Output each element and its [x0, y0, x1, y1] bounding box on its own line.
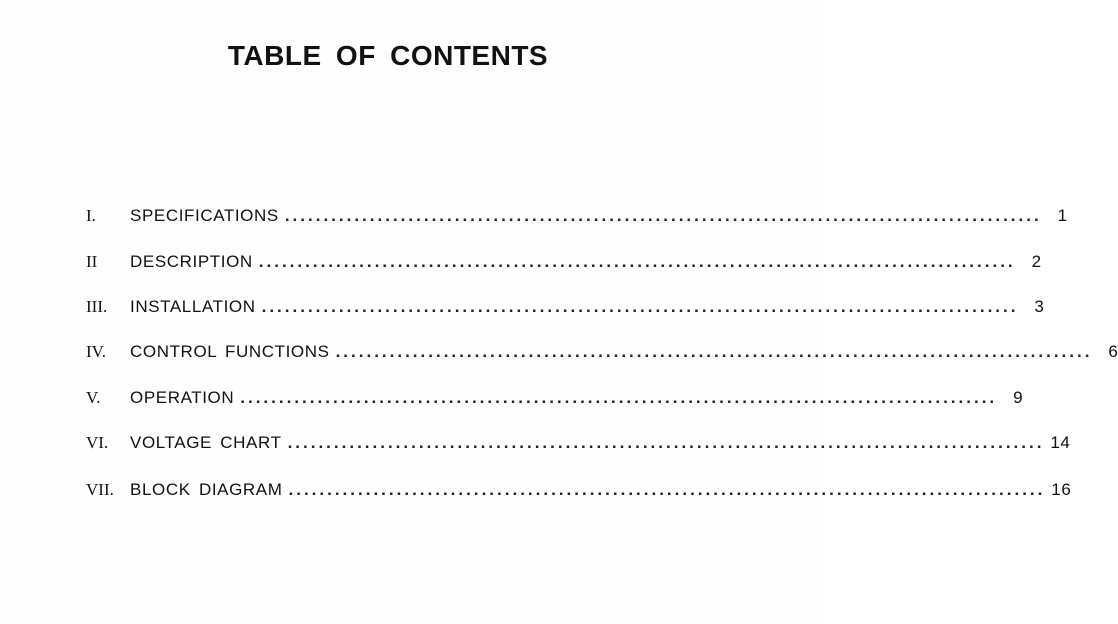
toc-label: CONTROL FUNCTIONS [130, 342, 330, 361]
toc-numeral: III. [86, 297, 108, 316]
toc-label: INSTALLATION [130, 297, 256, 316]
toc-label: BLOCK DIAGRAM [130, 480, 283, 499]
toc-entry-specifications [86, 206, 1068, 232]
toc-entry-operation [86, 388, 1024, 414]
toc-entry-description [86, 252, 1042, 278]
dot-leader: .................................................................................................. [335, 342, 1093, 361]
toc-label: DESCRIPTION [130, 252, 253, 271]
toc-page-number: 2 [1031, 252, 1042, 271]
toc-entry-installation [86, 297, 1045, 323]
toc-numeral: VI. [86, 433, 109, 452]
dot-leader: .................................................................................................. [284, 206, 1042, 225]
toc-page-number: 9 [1013, 388, 1024, 407]
toc-entry-control-functions [86, 342, 1118, 368]
toc-label: SPECIFICATIONS [130, 206, 279, 225]
page-title: TABLE OF CONTENTS [227, 40, 549, 71]
toc-numeral: IV. [86, 342, 106, 361]
toc-numeral: V. [86, 388, 101, 407]
toc-label: VOLTAGE CHART [130, 433, 282, 452]
toc-page-number: 6 [1108, 342, 1118, 361]
dot-leader: .................................................................................................. [258, 252, 1016, 271]
toc-entry-block-diagram [86, 480, 1072, 506]
toc-page-number: 16 [1051, 480, 1072, 499]
toc-page-number: 1 [1057, 206, 1068, 225]
toc-entry-voltage-chart [86, 433, 1071, 459]
toc-numeral: II [86, 252, 98, 271]
toc-label: OPERATION [130, 388, 235, 407]
toc-numeral: I. [86, 206, 96, 225]
dot-leader: .................................................................................................. [240, 388, 998, 407]
toc-numeral: VII. [86, 480, 114, 499]
toc-page-number: 14 [1050, 433, 1071, 452]
dot-leader: .................................................................................................. [261, 297, 1019, 316]
toc-page-number: 3 [1034, 297, 1045, 316]
dot-leader: .................................................................................................. [288, 480, 1046, 499]
dot-leader: .................................................................................................. [287, 433, 1045, 452]
